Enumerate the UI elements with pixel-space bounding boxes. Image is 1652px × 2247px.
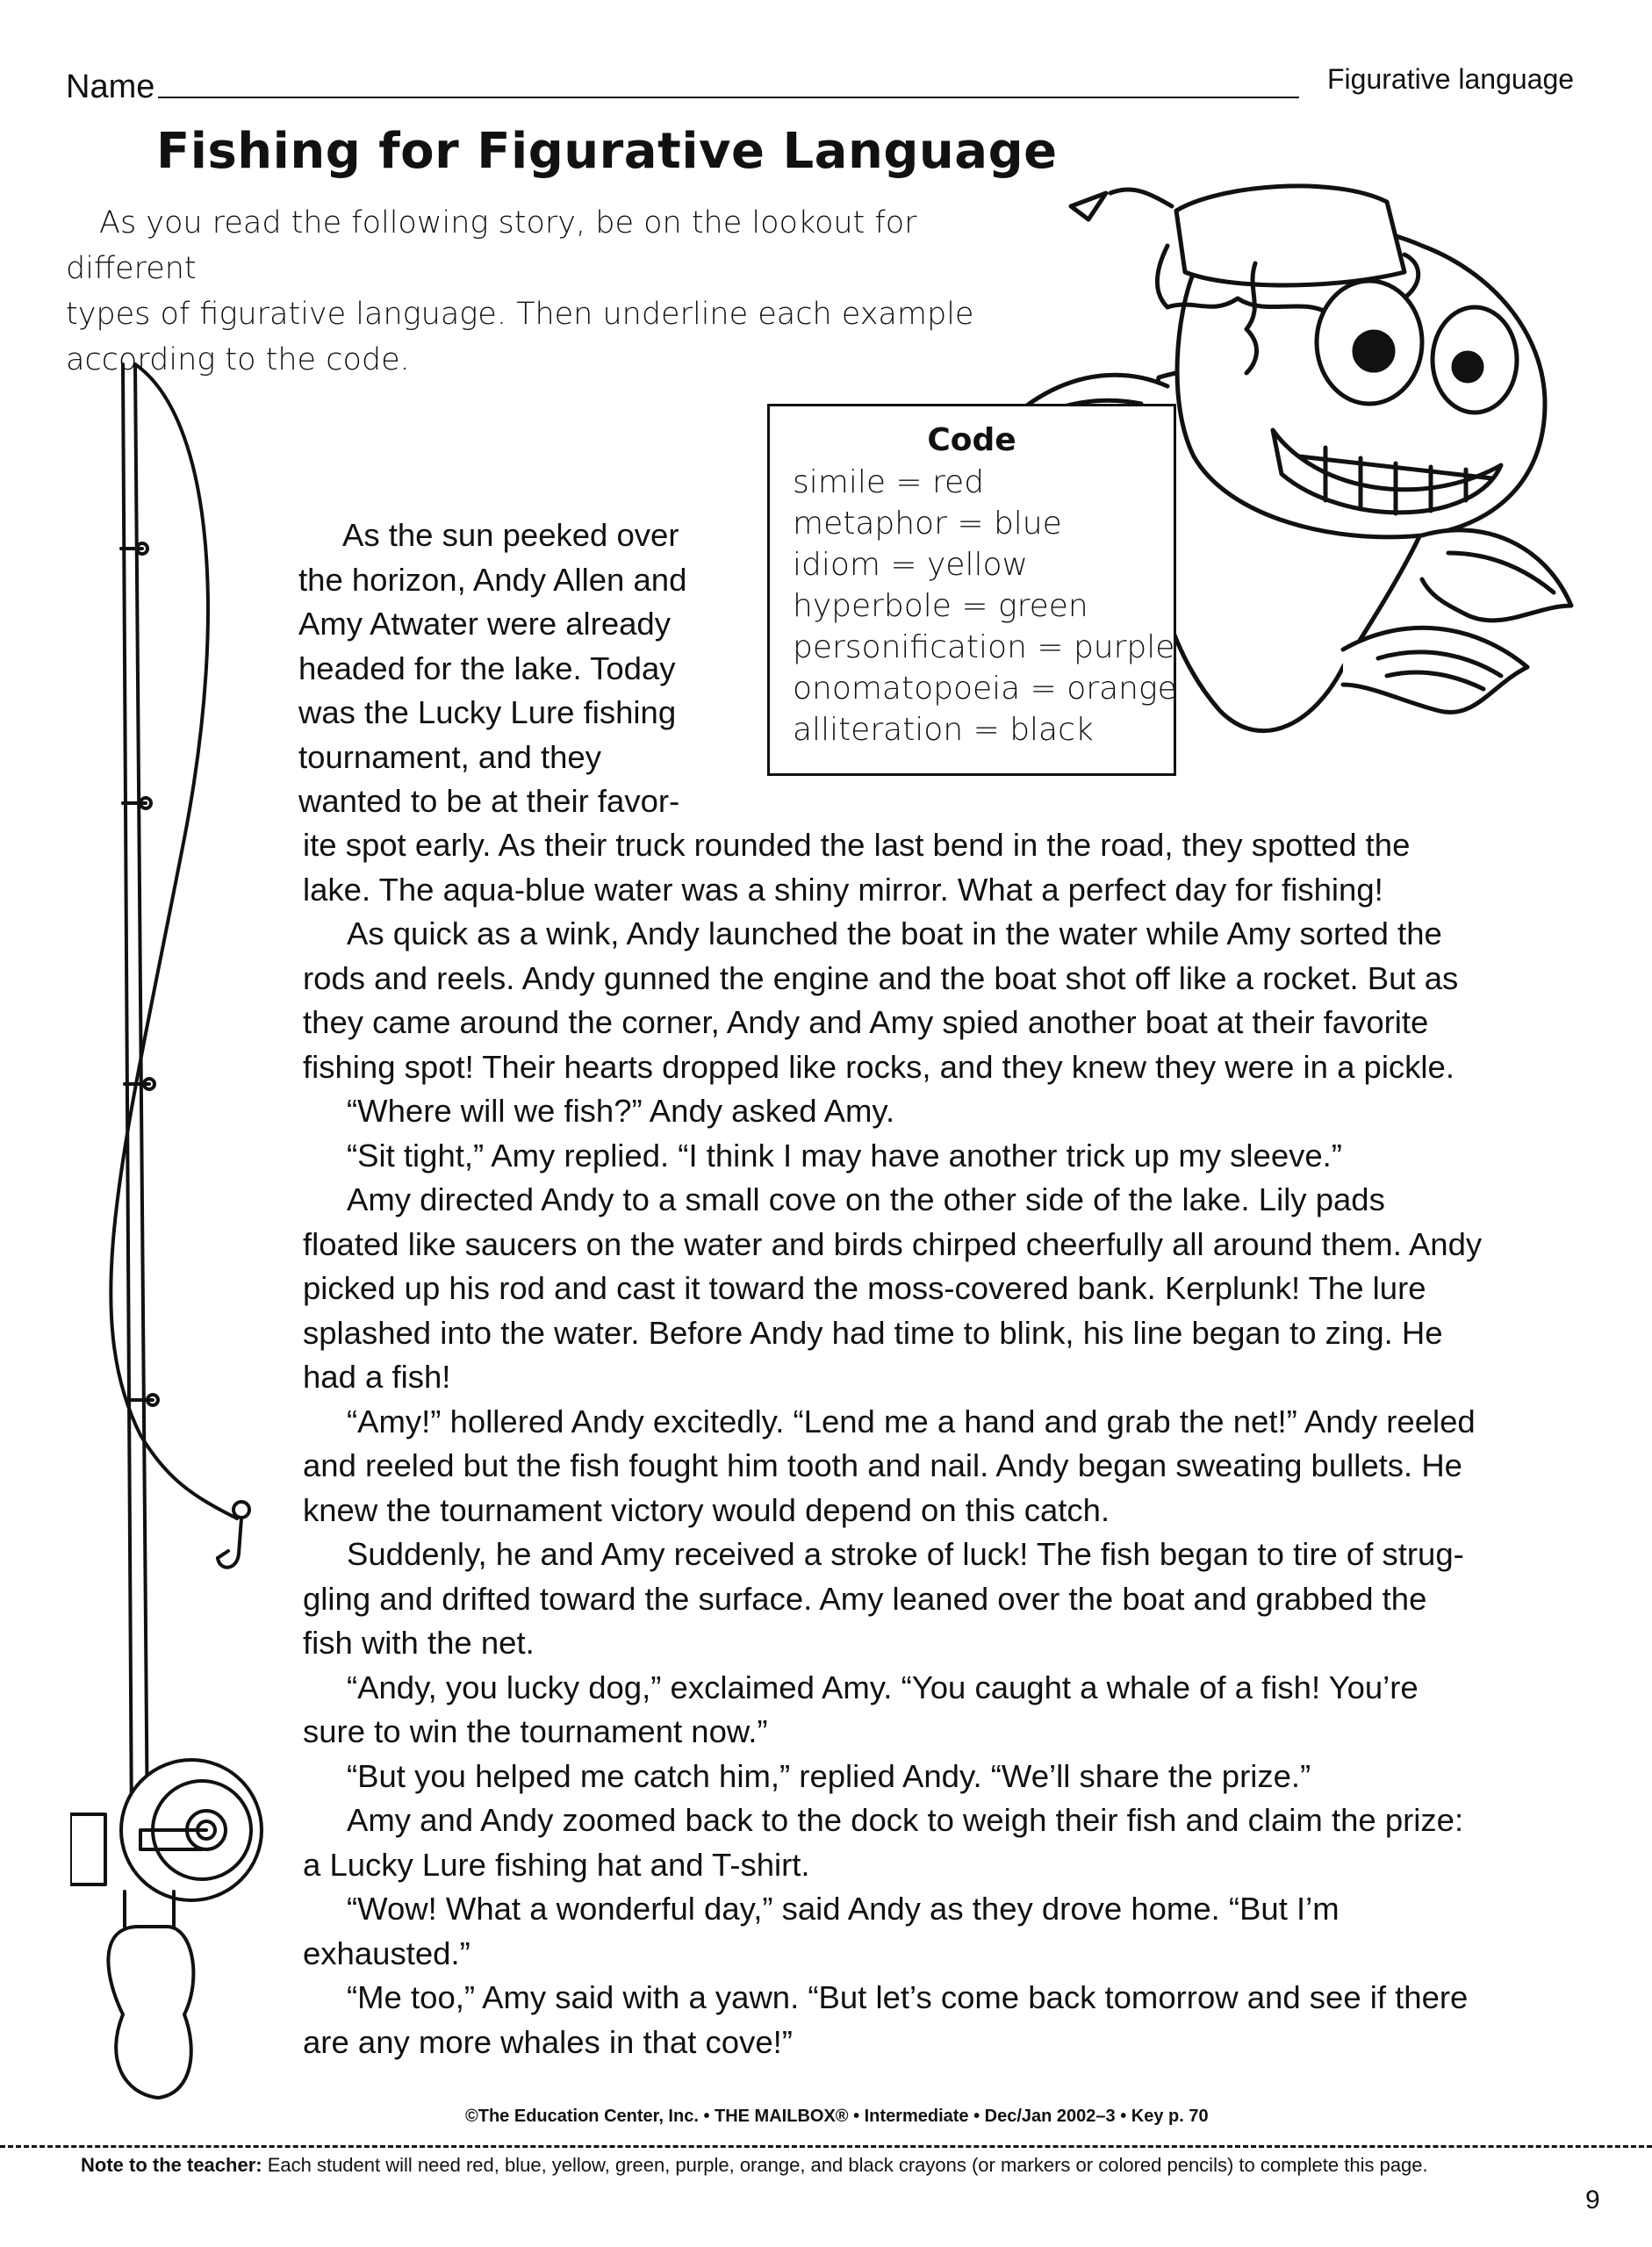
teacher-note-text: Each student will need red, blue, yellow, green, purple, orange, and black crayons (or markers or colored pencils) to complete this page. [262,2154,1428,2176]
story-line: floated like saucers on the water and birds chirped cheerfully all around them. Andy [303,1225,1483,1262]
story-line: “But you helped me catch him,” replied Andy. “We’ll share the prize.” [347,1757,1311,1794]
story-line: picked up his rod and cast it toward the moss-covered bank. Kerplunk! The lure [303,1270,1426,1306]
story-line: “Where will we fish?” Andy asked Amy. [347,1093,895,1129]
story-line: headed for the lake. Today [298,650,676,686]
legend-item-personification: personification = purple [793,629,1175,665]
legend-item-simile: simile = red [793,464,985,500]
intro-line: according to the code. [66,342,410,377]
story-line: wanted to be at their favor- [298,783,680,819]
story-line: they came around the corner, Andy and Amy spied another boat at their favorite [303,1004,1429,1040]
name-write-line[interactable] [158,97,1299,98]
legend-item-hyperbole: hyperbole = green [793,588,1088,624]
intro-line: As you read the following story, be on the lookout for different [66,205,917,286]
teacher-note [81,2152,1608,2179]
story-line: Amy directed Andy to a small cove on the other side of the lake. Lily pads [347,1181,1385,1217]
story-line: was the Lucky Lure fishing [298,694,677,730]
story-line: tournament, and they [298,738,601,775]
page-title: Fishing for Figurative Language [156,123,1058,180]
cut-line [0,2145,1652,2148]
story-line: As the sun peeked over [342,517,679,553]
story-line: fish with the net. [303,1625,535,1661]
name-label: Name [66,68,155,105]
story-line: a Lucky Lure fishing hat and T-shirt. [303,1846,810,1883]
page-number: 9 [1585,2186,1600,2215]
topic-label: Figurative language [1327,63,1575,95]
color-code-legend [767,404,1176,776]
story-line: fishing spot! Their hearts dropped like rocks, and they knew they were in a pickle. [303,1048,1454,1085]
teacher-note-label: Note to the teacher: [81,2154,262,2176]
story-line: are any more whales in that cove!” [303,2023,793,2060]
story-line: Amy Atwater were already [298,606,671,642]
copyright-line: ©The Education Center, Inc. • THE MAILBOX® • Intermediate • Dec/Jan 2002–3 • Key p. 70 [465,2107,1209,2126]
legend-item-onomatopoeia: onomatopoeia = orange [793,671,1177,707]
legend-item-metaphor: metaphor = blue [793,506,1062,542]
story-line: “Wow! What a wonderful day,” said Andy as they drove home. “But I’m [347,1891,1340,1927]
story-line: Suddenly, he and Amy received a stroke of luck! The fish began to tire of strug- [347,1536,1464,1572]
story-line: “Sit tight,” Amy replied. “I think I may have another trick up my sleeve.” [347,1137,1342,1174]
story-line: had a fish! [303,1359,451,1395]
story-line: and reeled but the fish fought him tooth and nail. Andy began sweating bullets. He [303,1447,1462,1483]
story-line: “Me too,” Amy said with a yawn. “But let’s come back tomorrow and see if there [347,1979,1469,2015]
story-line: rods and reels. Andy gunned the engine and the boat shot off like a rocket. But as [303,959,1459,996]
story-line: exhausted.” [303,1935,470,1971]
story-line: “Amy!” hollered Andy excitedly. “Lend me a hand and grab the net!” Andy reeled [347,1403,1476,1439]
story-line: lake. The aqua-blue water was a shiny mirror. What a perfect day for fishing! [303,871,1383,908]
story-column [298,513,737,824]
story-line: “Andy, you lucky dog,” exclaimed Amy. “You caught a whale of a fish! You’re [347,1669,1419,1705]
story-line: sure to win the tournament now.” [303,1713,768,1749]
legend-title: Code [927,422,1016,458]
story-body [303,823,1576,2064]
story-line: knew the tournament victory would depend on this catch. [303,1491,1110,1528]
story-line: As quick as a wink, Andy launched the boat in the water while Amy sorted the [347,915,1442,951]
story-line: the horizon, Andy Allen and [298,561,687,598]
story-line: Amy and Andy zoomed back to the dock to weigh their fish and claim the prize: [347,1802,1464,1838]
story-line: ite spot early. As their truck rounded the last bend in the road, they spotted the [303,827,1411,863]
story-line: gling and drifted toward the surface. Amy leaned over the boat and grabbed the [303,1580,1427,1617]
legend-item-alliteration: alliteration = black [793,712,1094,748]
intro-line: types of figurative language. Then underline each example [66,297,974,332]
legend-item-idiom: idiom = yellow [793,547,1028,583]
fishing-rod-illustration-icon [70,347,272,2111]
story-line: splashed into the water. Before Andy had time to blink, his line began to zing. He [303,1314,1443,1351]
